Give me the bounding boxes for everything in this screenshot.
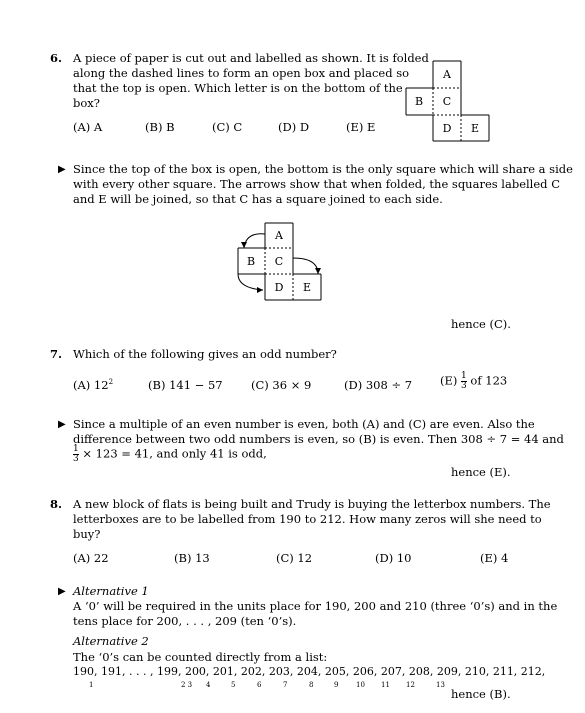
question-text: Which of the following gives an odd number? (73, 347, 337, 361)
net-label-a: A (443, 68, 451, 81)
option-c: (C) C (212, 120, 243, 134)
net-label-c: C (442, 95, 452, 108)
option-a: (A) $12^2$ (73, 378, 114, 392)
question-text-line: letterboxes are to be labelled from 190 to 212. How many zeros will she need to (73, 512, 542, 526)
question-text-line: A new block of flats is being built and Trudy is buying the letterbox numbers. The (73, 497, 551, 511)
question-text-line: that the top is open. Which letter is on the bottom of the (73, 81, 403, 95)
box-net-diagram (405, 60, 495, 142)
solution-bullet: ▶ (58, 586, 66, 597)
solution-answer: hence (C). (451, 317, 511, 331)
question-text-line: buy? (73, 527, 101, 541)
solution-bullet: ▶ (58, 164, 66, 175)
solution-answer: hence (B). (451, 687, 511, 701)
solution-text-line: with every other square. The arrows show that when folded, the squares labelled C (73, 177, 560, 191)
option-a: (A) A (73, 120, 103, 134)
number-list: 190, 191, . . . , 199, 200, 201, 202, 203, 204, 205, 206, 207, 208, 209, 210, 211, 212, (73, 665, 546, 678)
option-b: (B) B (145, 120, 175, 134)
option-a: (A) 22 (73, 551, 109, 565)
option-e: (E) $\frac{1}{3}$ of 123 (440, 371, 508, 391)
net-label-b: B (246, 255, 256, 268)
count-label: 4 (206, 681, 211, 689)
net-label-c: C (274, 255, 284, 268)
option-d: (D) 308 ÷ 7 (344, 378, 413, 392)
count-label: 5 (231, 681, 236, 689)
net-label-d: D (274, 281, 284, 294)
net-label-a: A (275, 229, 283, 242)
box-net-arrows-diagram (230, 218, 330, 304)
fraction: $\frac{1}{3}$ (73, 444, 79, 464)
solution-text-line: difference between two odd numbers is even, so (B) is even. Then 308 ÷ 7 = 44 and (73, 432, 564, 446)
count-label: 1 (89, 681, 94, 689)
solution-text-line: and E will be joined, so that C has a square joined to each side. (73, 192, 443, 206)
option-d: (D) D (278, 120, 310, 134)
option-e: (E) E (346, 120, 376, 134)
option-b: (B) 141 − 57 (148, 378, 223, 392)
count-label: 2 3 (181, 681, 193, 689)
solution-text-line: A ‘0’ will be required in the units place for 190, 200 and 210 (three ‘0’s) and in the (73, 599, 558, 613)
question-number: 8. (50, 497, 63, 511)
count-label: 10 (356, 681, 365, 689)
option-c: (C) 36 × 9 (251, 378, 312, 392)
question-text-line: box? (73, 96, 100, 110)
count-label: 9 (334, 681, 339, 689)
fraction: $\frac{1}{3}$ (461, 371, 467, 391)
net-label-e: E (470, 122, 480, 135)
count-label: 7 (283, 681, 288, 689)
question-text-line: A piece of paper is cut out and labelled as shown. It is folded (73, 51, 429, 65)
count-label: 6 (257, 681, 262, 689)
net-label-d: D (442, 122, 452, 135)
solution-text-line: The ‘0’s can be counted directly from a list: (73, 650, 328, 664)
alternative-title: Alternative 1 (73, 584, 149, 598)
question-number: 6. (50, 51, 63, 65)
count-label: 13 (436, 681, 445, 689)
count-label: 11 (381, 681, 390, 689)
alternative-title: Alternative 2 (73, 634, 149, 648)
solution-text-line: Since the top of the box is open, the bottom is the only square which will share a side (73, 162, 573, 176)
net-label-e: E (302, 281, 312, 294)
solution-text-line: Since a multiple of an even number is even, both (A) and (C) are even. Also the (73, 417, 535, 431)
question-text-line: along the dashed lines to form an open box and placed so (73, 66, 410, 80)
solution-text-line: tens place for 200, . . . , 209 (ten ‘0’s). (73, 614, 297, 628)
question-number: 7. (50, 347, 63, 361)
solution-answer: hence (E). (451, 465, 511, 479)
solution-bullet: ▶ (58, 419, 66, 430)
count-label: 12 (406, 681, 415, 689)
net-label-b: B (414, 95, 424, 108)
option-d: (D) 10 (375, 551, 412, 565)
option-c: (C) 12 (276, 551, 313, 565)
count-label: 8 (309, 681, 314, 689)
solution-text-line: $\frac{1}{3}$ × 123 = 41, and only 41 is odd, (73, 444, 267, 464)
option-e: (E) 4 (480, 551, 509, 565)
option-b: (B) 13 (174, 551, 210, 565)
